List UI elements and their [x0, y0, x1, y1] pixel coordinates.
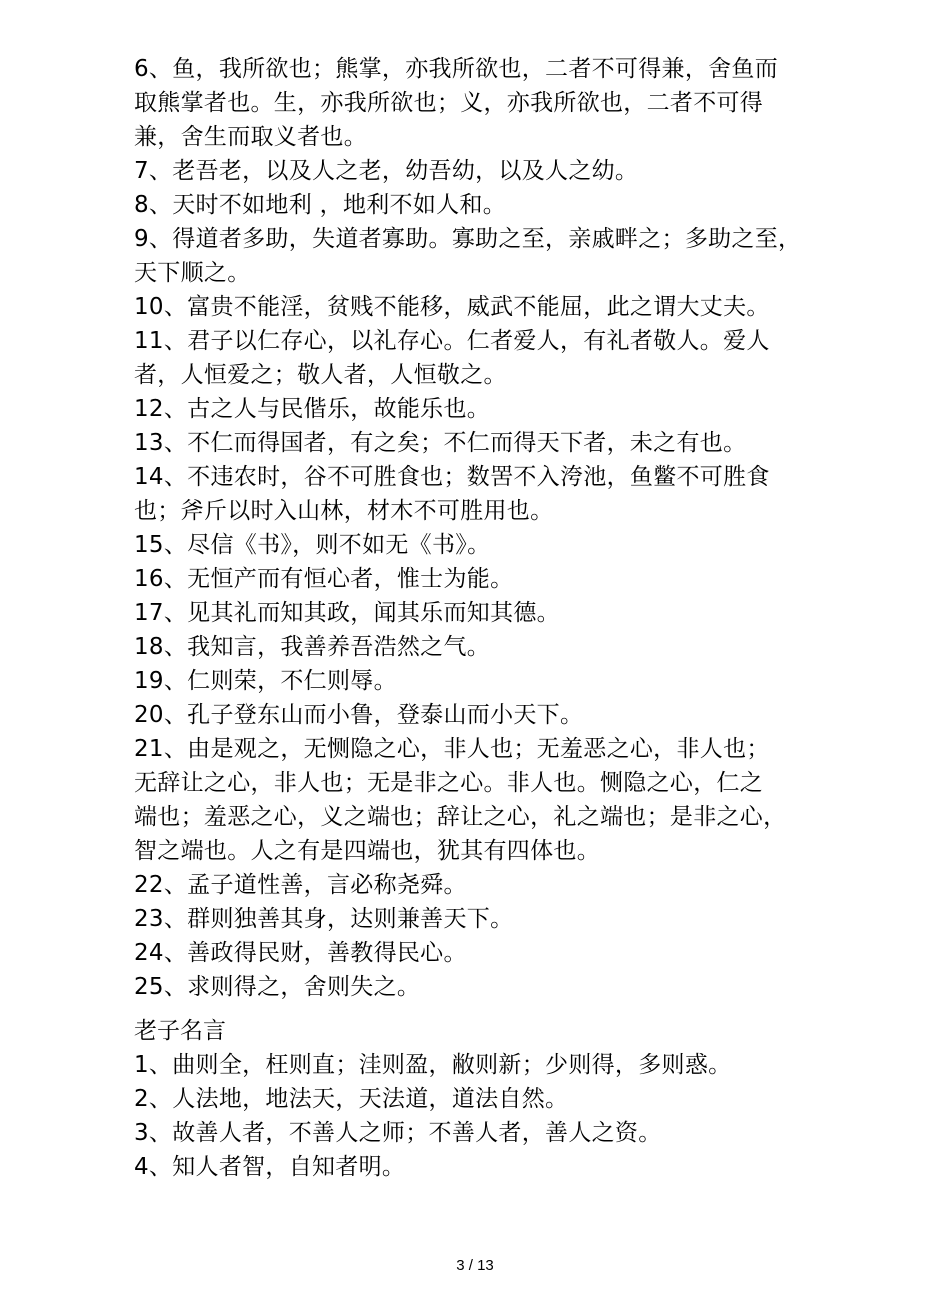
text-line: 7、老吾老，以及人之老，幼吾幼，以及人之幼。 [134, 158, 639, 184]
text-line: 12、古之人与民偕乐，故能乐也。 [134, 396, 491, 422]
text-line: 9、得道者多助，失道者寡助。寡助之至，亲戚畔之；多助之至， [134, 226, 802, 252]
text-line: 18、我知言，我善养吾浩然之气。 [134, 634, 491, 660]
page-number: 3 / 13 [456, 1257, 494, 1274]
text-line: 21、由是观之，无恻隐之心，非人也；无羞恶之心，非人也； [134, 736, 770, 762]
text-line: 22、孟子道性善，言必称尧舜。 [134, 872, 467, 898]
text-line: 10、富贵不能淫，贫贱不能移，威武不能屈，此之谓大丈夫。 [134, 294, 770, 320]
text-line: 17、见其礼而知其政，闻其乐而知其德。 [134, 600, 560, 626]
text-line: 20、孔子登东山而小鲁，登泰山而小天下。 [134, 702, 584, 728]
text-line: 24、善政得民财，善教得民心。 [134, 940, 467, 966]
text-line: 23、群则独善其身，达则兼善天下。 [134, 906, 514, 932]
text-line: 天下顺之。 [134, 260, 251, 286]
text-line: 25、求则得之，舍则失之。 [134, 974, 421, 1000]
text-line: 2、人法地，地法天，天法道，道法自然。 [134, 1086, 569, 1112]
text-line: 3、故善人者，不善人之师；不善人者，善人之资。 [134, 1120, 662, 1146]
text-line: 无辞让之心，非人也；无是非之心。非人也。恻隐之心，仁之 [134, 770, 764, 796]
text-line: 也；斧斤以时入山林，材木不可胜用也。 [134, 498, 554, 524]
text-line: 16、无恒产而有恒心者，惟士为能。 [134, 566, 514, 592]
text-line: 15、尽信《书》，则不如无《书》。 [134, 532, 491, 558]
text-line: 14、不违农时，谷不可胜食也；数罟不入洿池，鱼鳖不可胜食 [134, 464, 770, 490]
section-title-laozi: 老子名言 [134, 1018, 226, 1044]
text-line: 取熊掌者也。生，亦我所欲也；义，亦我所欲也，二者不可得 [134, 90, 764, 116]
document-page [134, 52, 834, 1184]
text-line: 4、知人者智，自知者明。 [134, 1154, 406, 1180]
text-line: 13、不仁而得国者，有之矣；不仁而得天下者，未之有也。 [134, 430, 747, 456]
text-line: 6、鱼，我所欲也；熊掌，亦我所欲也，二者不可得兼，舍鱼而 [134, 56, 779, 82]
mencius-quotes [134, 52, 834, 1004]
text-line: 1、曲则全，枉则直；洼则盈，敝则新；少则得，多则惑。 [134, 1052, 732, 1078]
text-line: 端也；羞恶之心，义之端也；辞让之心，礼之端也；是非之心， [134, 804, 787, 830]
laozi-quotes [134, 1048, 834, 1184]
text-line: 兼，舍生而取义者也。 [134, 124, 367, 150]
text-line: 19、仁则荣，不仁则辱。 [134, 668, 397, 694]
text-line: 8、天时不如地利 ，地利不如人和。 [134, 192, 507, 218]
text-line: 者，人恒爱之；敬人者，人恒敬之。 [134, 362, 507, 388]
text-line: 11、君子以仁存心，以礼存心。仁者爱人，有礼者敬人。爱人 [134, 328, 770, 354]
text-line: 智之端也。人之有是四端也，犹其有四体也。 [134, 838, 600, 864]
